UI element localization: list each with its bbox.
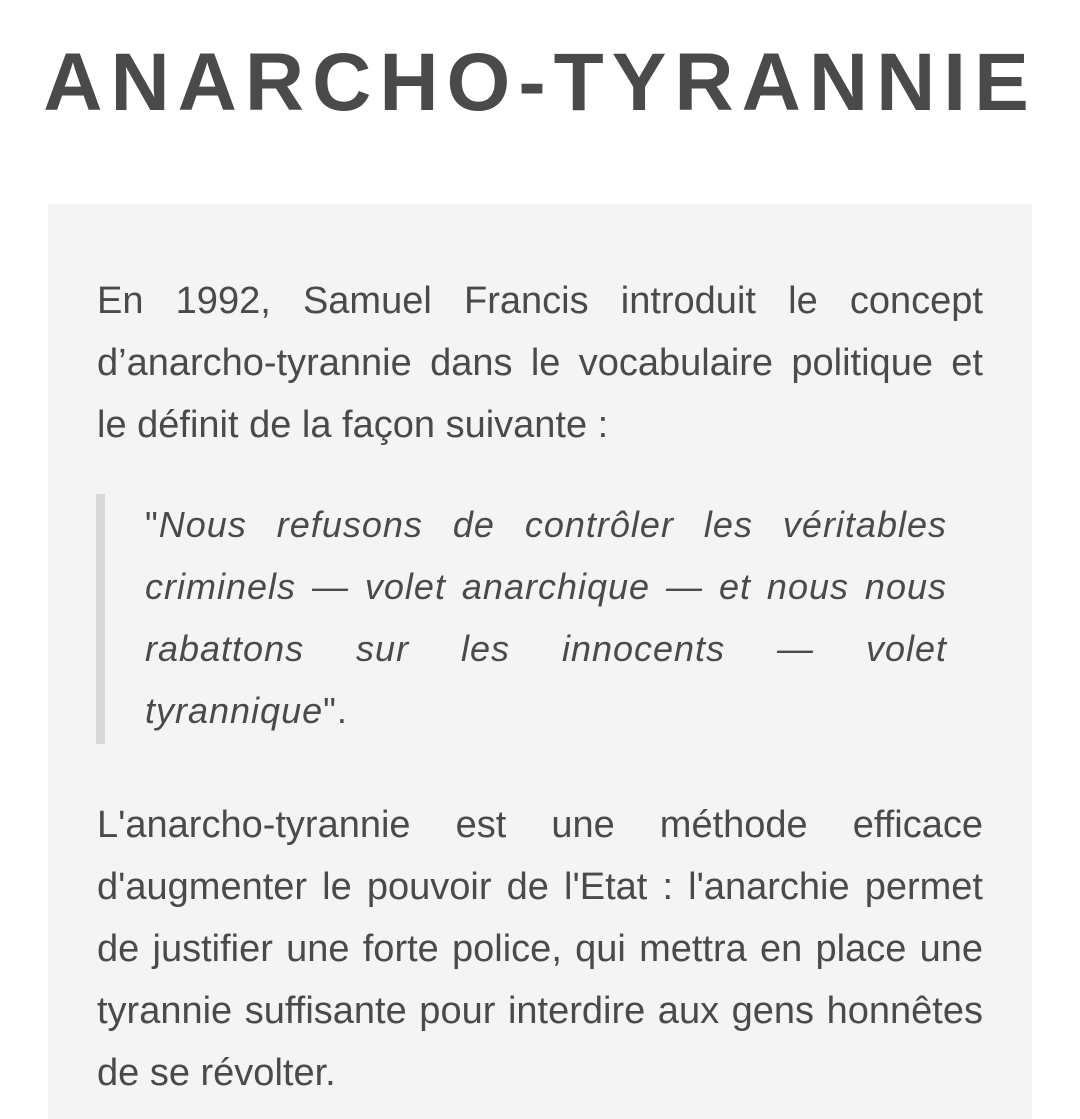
- quote-close-mark: ".: [323, 690, 348, 731]
- content-panel: [48, 204, 1032, 1119]
- conclusion-paragraph: L'anarcho-tyrannie est une méthode efficace d'augmenter le pouvoir de l'Etat : l'anarchie permet de justifier une forte police, qui mettra en place une tyrannie suffisante pour interdire aux gens honnêtes de se révolter.: [97, 804, 983, 1094]
- quote-text: [145, 494, 947, 742]
- quote-open-mark: ": [145, 504, 159, 545]
- intro-paragraph: En 1992, Samuel Francis introduit le concept d’anarcho-tyrannie dans le vocabulaire politique et le définit de la façon suivante :: [97, 280, 983, 446]
- blockquote: [96, 494, 957, 744]
- page-title: ANARCHO-TYRANNIE: [43, 37, 1037, 128]
- quote-body: Nous refusons de contrôler les véritables criminels — volet anarchique — et nous nous rabattons sur les innocents — volet tyrannique: [145, 504, 947, 731]
